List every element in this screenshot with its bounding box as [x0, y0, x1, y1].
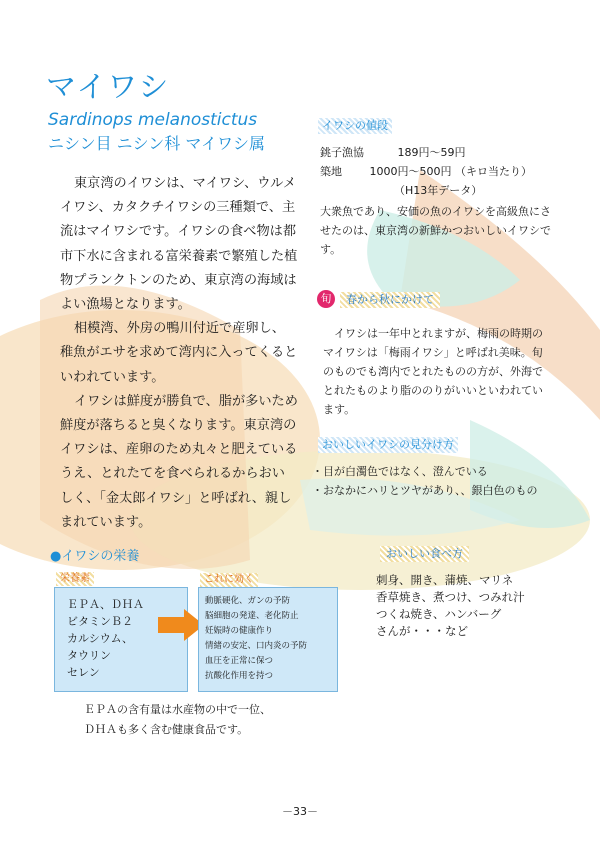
page-title: マイワシ: [46, 70, 170, 105]
intro-paragraph: イワシは鮮度が勝負で、脂が多いため鮮度が落ちると臭くなります。東京湾のイワシは、産卵のため丸々と肥えているうえ、とれたてを食べられるからおいしく、「金太郎イワシ」と呼ばれ、親しまれています。: [60, 393, 298, 530]
selection-list: [312, 462, 592, 500]
season-heading: 春から秋にかけて: [340, 292, 440, 308]
recipe-line: 刺身、開き、蒲焼、マリネ: [376, 573, 514, 587]
recipe-line: つくね焼き、ハンバーグ: [376, 607, 502, 621]
intro-paragraph: 東京湾のイワシは、マイワシ、ウルメイワシ、カタクチイワシの三種類で、主流はマイワシです。イワシの食べ物は都市下水に含まれる富栄養素で繁殖した植物プランクトンのため、東京湾の海域はよい漁場となります。: [60, 176, 298, 313]
note-line: ＥＰＡの含有量は水産物の中で一位、: [84, 703, 271, 716]
price-text: 大衆魚であり、安価の魚のイワシを高級魚にさせたのは、東京湾の新鮮かつおいしいイワシです。: [320, 205, 551, 256]
nutrient-item: ＥＰＡ、ＤＨＡ: [67, 598, 144, 611]
taxonomy: ニシン目 ニシン科 マイワシ属: [48, 134, 266, 153]
list-item: ・おなかにハリとツヤがあり、、銀白色のもの: [312, 484, 538, 497]
nutrient-item: セレン: [67, 666, 100, 679]
price-row: [320, 143, 560, 162]
page-number: －33－: [282, 805, 318, 818]
price-table: [320, 143, 560, 200]
price-place: 銚子漁協: [320, 146, 364, 159]
recipes-list: [376, 572, 525, 640]
recipe-line: さんが・・・など: [376, 624, 468, 638]
nutrition-heading: ●イワシの栄養: [50, 549, 140, 564]
price-row: [320, 162, 560, 181]
effects-box: [198, 587, 338, 692]
price-value: 1000円～500円: [369, 165, 452, 178]
recipe-line: 香草焼き、煮つけ、つみれ汁: [376, 590, 525, 604]
effect-item: 血圧を正常に保つ: [205, 656, 274, 666]
price-data-year: （H13年データ）: [394, 184, 483, 197]
price-heading: イワシの値段: [318, 118, 392, 134]
season-text: イワシは一年中とれますが、梅雨の時期のマイワシは「梅雨イワシ」と呼ばれ美味。旬のものでも湾内でとれたものの方が、外海でとれたものより脂ののりがいいといわれています。: [323, 327, 543, 416]
effect-item: 抗酸化作用を持つ: [205, 671, 274, 681]
effect-item: 動脈硬化、ガンの予防: [205, 596, 291, 606]
price-value: 189円～59円: [397, 146, 466, 159]
recipes-heading: おいしい食べ方: [380, 546, 469, 562]
nutrition-note: [84, 700, 271, 740]
price-place: 築地: [320, 165, 342, 178]
scientific-name: Sardinops melanostictus: [48, 110, 258, 130]
list-item: ・目が白濁色ではなく、澄んでいる: [312, 465, 488, 478]
effect-item: 情緒の安定、口内炎の予防: [205, 641, 308, 651]
effect-item: 脳細胞の発達、老化防止: [205, 611, 299, 621]
effects-label: これに効く: [200, 573, 258, 587]
selection-heading: おいしいイワシの見分け方: [318, 437, 458, 453]
nutrient-item: ビタミンＢ２: [67, 615, 133, 628]
season-badge: 旬: [317, 290, 335, 308]
note-line: ＤＨＡも多く含む健康食品です。: [84, 723, 249, 736]
nutrient-item: タウリン: [67, 649, 111, 662]
effect-item: 妊娠時の健康作り: [205, 626, 274, 636]
nutrients-label: 栄養素: [56, 572, 94, 586]
nutrient-item: カルシウム、: [67, 632, 133, 645]
intro-paragraph: 相模湾、外房の鴨川付近で産卵し、稚魚がエサを求めて湾内に入ってくるといわれています。: [60, 321, 298, 385]
price-note: （キロ当たり）: [455, 165, 532, 178]
intro-text: [60, 172, 298, 535]
